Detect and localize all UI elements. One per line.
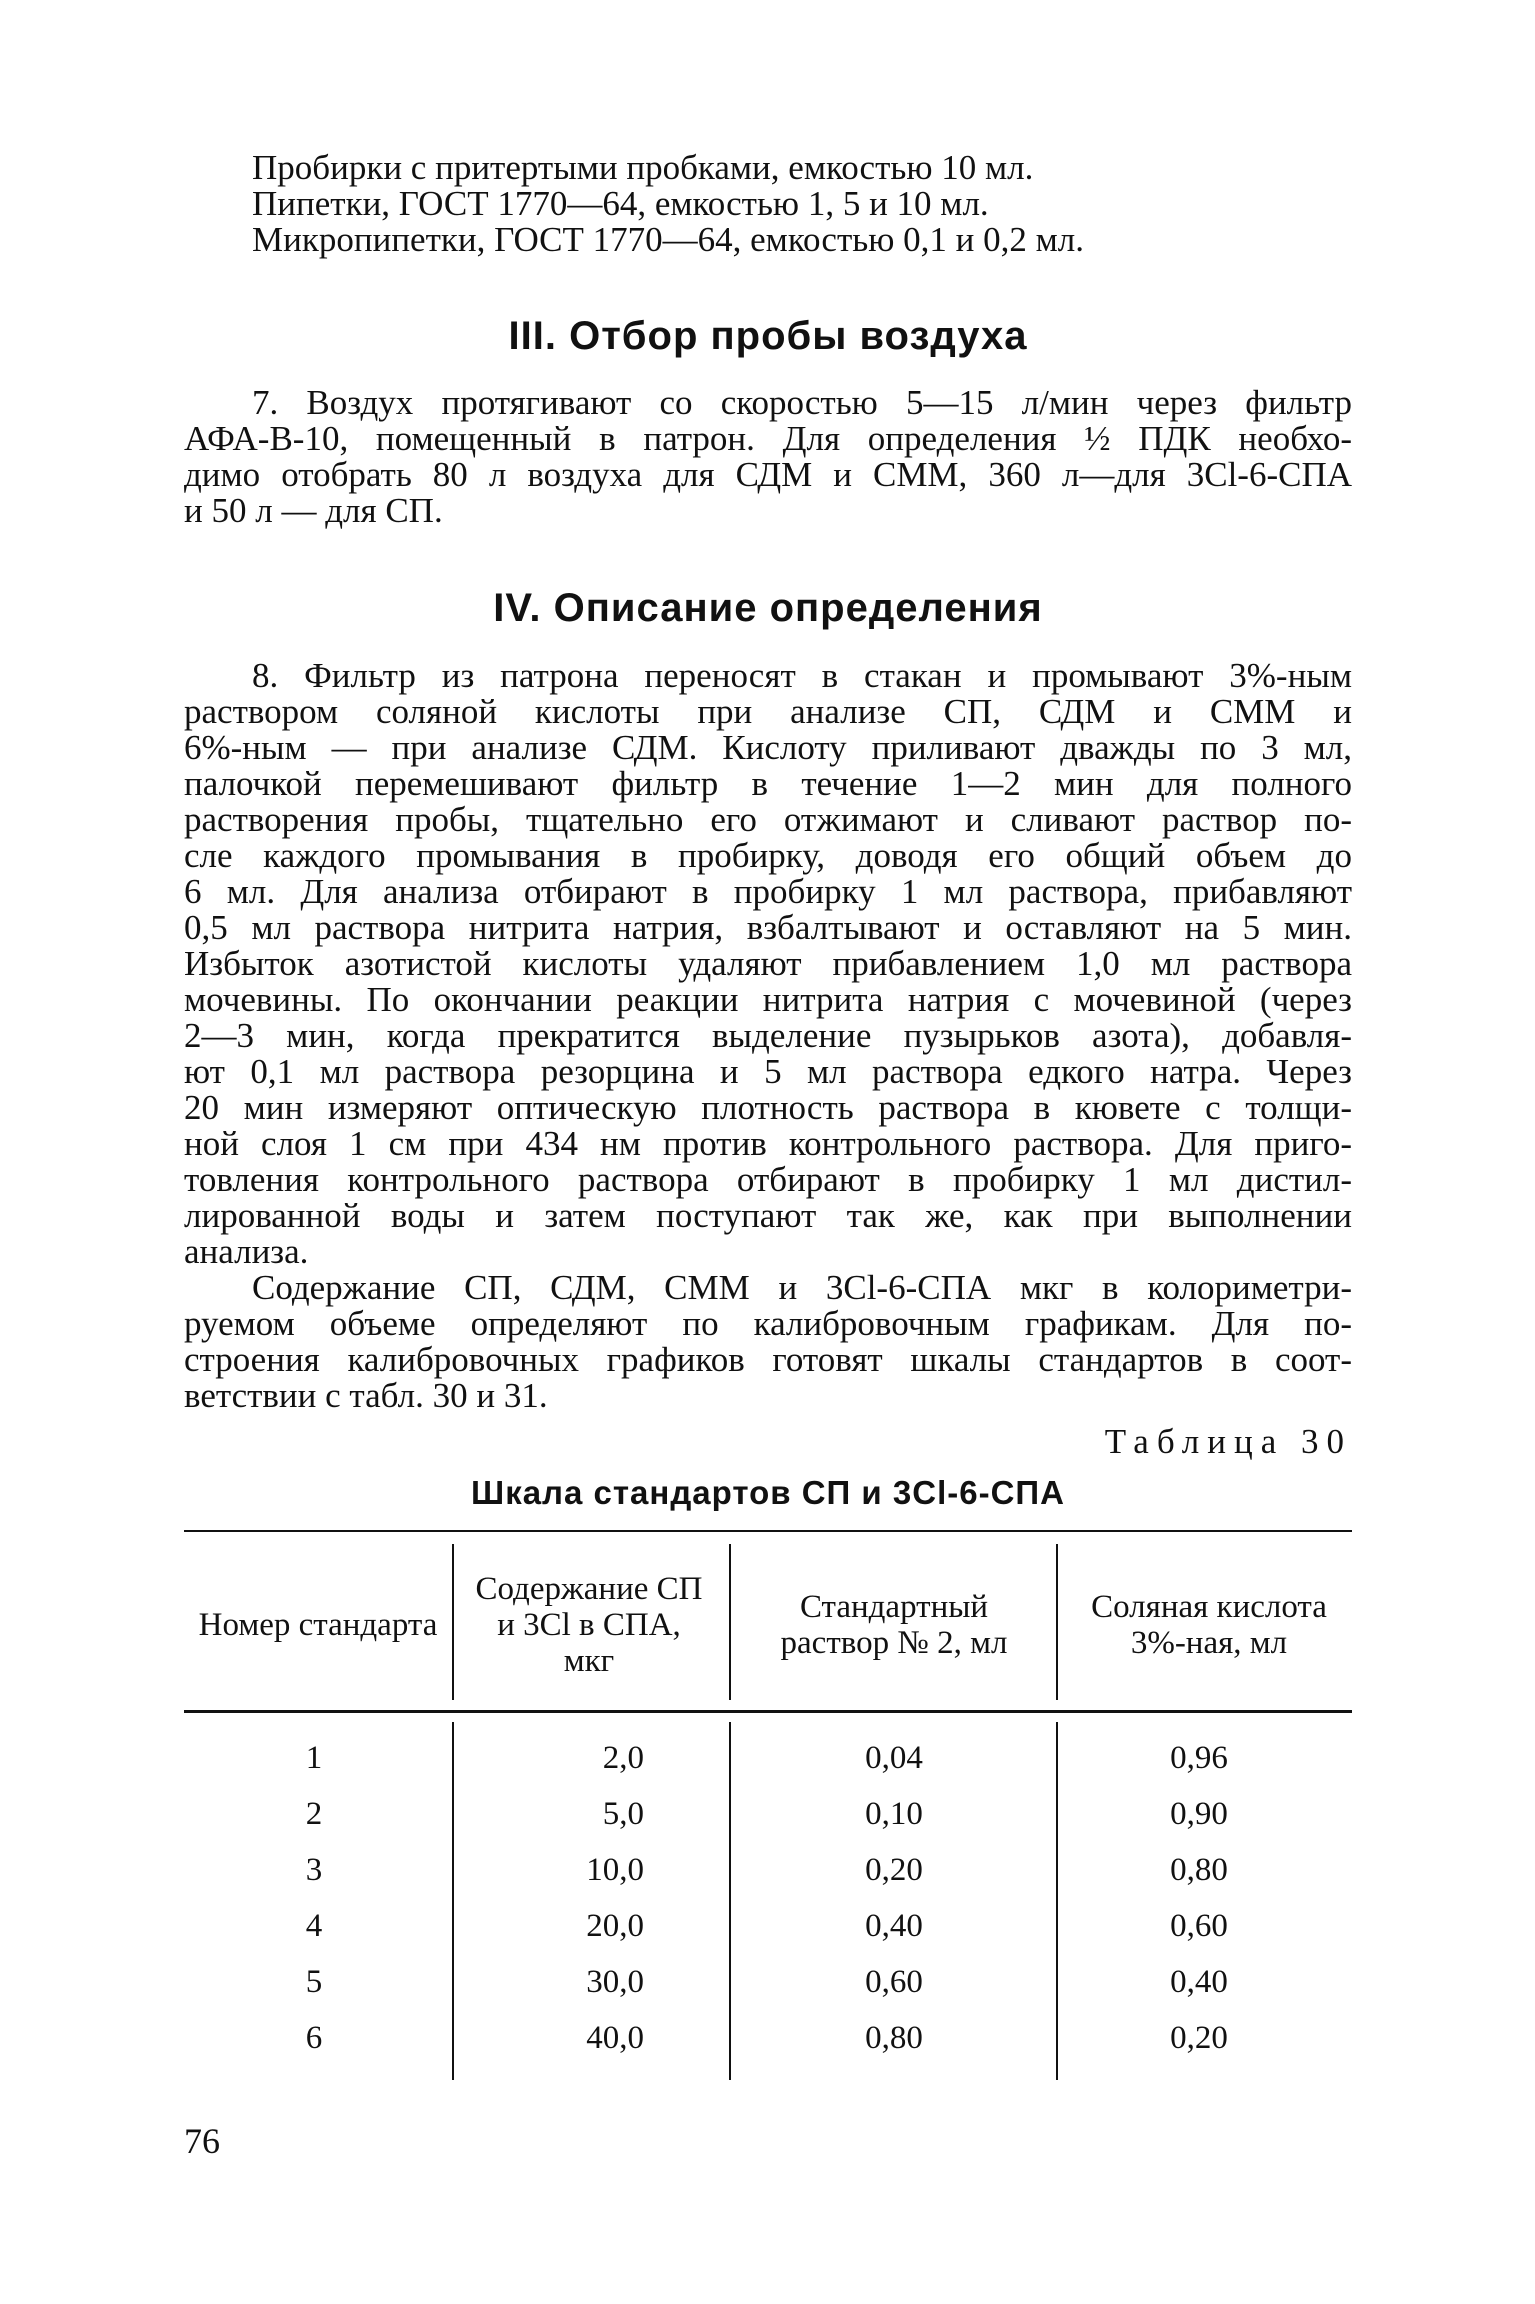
table-cell: 3 [305, 1852, 323, 1888]
table-cell: 6 [305, 2020, 323, 2056]
paragraph-line: анализа. [184, 1232, 309, 1271]
table-cell: 0,10 [865, 1796, 923, 1832]
column-divider [452, 1544, 454, 1700]
paragraph-line: димо отобрать 80 л воздуха для СДМ и СММ, 360 л—для 3Cl-6-СПА [184, 455, 1352, 494]
table-cell: 2,0 [602, 1740, 644, 1776]
header-standard-solution: Стандартный раствор № 2, мл [780, 1589, 1008, 1661]
table-cell: 0,90 [1170, 1796, 1228, 1832]
table-cell: 0,40 [865, 1908, 923, 1944]
paragraph-line: и 50 л — для СП. [184, 491, 443, 530]
table-cell: 4 [305, 1908, 323, 1944]
table-label: Таблица 30 [1104, 1422, 1352, 1461]
table-cell: 0,40 [1170, 1964, 1228, 2000]
paragraph-line: ют 0,1 мл раствора резорцина и 5 мл раствора едкого натра. Через [184, 1052, 1352, 1091]
table-header-rule [184, 1710, 1352, 1713]
table-cell: 0,80 [865, 2020, 923, 2056]
paragraph-line: сле каждого промывания в пробирку, доводя его общий объем до [184, 836, 1352, 875]
intro-line: Пипетки, ГОСТ 1770—64, емкостью 1, 5 и 10 мл. [252, 184, 989, 223]
column-content [544, 1730, 644, 2066]
page-number: 76 [184, 2121, 220, 2161]
column-number [294, 1730, 334, 2066]
table-title: Шкала стандартов СП и 3Cl-6-СПА [471, 1474, 1065, 1511]
paragraph-line: 7. Воздух протягивают со скоростью 5—15 л/мин через фильтр [252, 383, 1352, 422]
paragraph-line: лированной воды и затем поступают так же, как при выполнении [184, 1196, 1352, 1235]
paragraph-line: палочкой перемешивают фильтр в течение 1—2 мин для полного [184, 764, 1352, 803]
table-cell: 0,60 [1170, 1908, 1228, 1944]
standards-table [184, 1530, 1352, 2090]
table-cell: 5 [305, 1964, 323, 2000]
intro-line: Пробирки с притертыми пробками, емкостью 10 мл. [252, 148, 1034, 187]
table-cell: 0,80 [1170, 1852, 1228, 1888]
section-3-heading: III. Отбор пробы воздуха [508, 314, 1028, 358]
paragraph-8 [184, 658, 1352, 1270]
paragraph-line: 6 мл. Для анализа отбирают в пробирку 1 мл раствора, прибавляют [184, 872, 1352, 911]
table-cell: 1 [305, 1740, 323, 1776]
table-cell: 0,20 [1170, 2020, 1228, 2056]
table-cell: 0,20 [865, 1852, 923, 1888]
table-cell: 10,0 [586, 1852, 644, 1888]
paragraph-line: 6%-ным — при анализе СДМ. Кислоту приливают дважды по 3 мл, [184, 728, 1352, 767]
paragraph-line: Содержание СП, СДМ, СММ и 3Cl-6-СПА мкг в колориметри- [252, 1268, 1352, 1307]
intro-line: Микропипетки, ГОСТ 1770—64, емкостью 0,1 и 0,2 мл. [252, 220, 1084, 259]
column-standard-solution [839, 1730, 949, 2066]
paragraph-line: ной слоя 1 см при 434 нм против контрольного раствора. Для приго- [184, 1124, 1352, 1163]
paragraph-line: 0,5 мл раствора нитрита натрия, взбалтывают и оставляют на 5 мин. [184, 908, 1352, 947]
paragraph-line: мочевины. По окончании реакции нитрита натрия с мочевиной (через [184, 980, 1352, 1019]
table-cell: 5,0 [602, 1796, 644, 1832]
column-divider [729, 1722, 731, 2080]
paragraph-line: строения калибровочных графиков готовят шкалы стандартов в соот- [184, 1340, 1352, 1379]
paragraph-9 [184, 1270, 1352, 1414]
column-divider [452, 1722, 454, 2080]
column-divider [729, 1544, 731, 1700]
intro-list [184, 150, 1352, 258]
column-divider [1056, 1722, 1058, 2080]
section-4-heading: IV. Описание определения [493, 586, 1043, 630]
paragraph-line: Избыток азотистой кислоты удаляют прибавлением 1,0 мл раствора [184, 944, 1352, 983]
column-divider [1056, 1544, 1058, 1700]
paragraph-line: 8. Фильтр из патрона переносят в стакан и промывают 3%-ным [252, 656, 1352, 695]
paragraph-line: раствором соляной кислоты при анализе СП, СДМ и СММ и [184, 692, 1352, 731]
table-cell: 20,0 [586, 1908, 644, 1944]
paragraph-line: ветствии с табл. 30 и 31. [184, 1376, 548, 1415]
header-hydrochloric-acid: Соляная кислота 3%-ная, мл [1091, 1589, 1327, 1661]
table-cell: 40,0 [586, 2020, 644, 2056]
paragraph-line: 2—3 мин, когда прекратится выделение пузырьков азота), добавля- [184, 1016, 1352, 1055]
table-cell: 30,0 [586, 1964, 644, 2000]
header-content: Содержание СП и 3Cl в СПА, мкг [475, 1571, 703, 1679]
paragraph-line: 20 мин измеряют оптическую плотность раствора в кювете с толщи- [184, 1088, 1352, 1127]
table-cell: 0,96 [1170, 1740, 1228, 1776]
table-cell: 2 [305, 1796, 323, 1832]
table-top-rule [184, 1530, 1352, 1532]
column-hydrochloric-acid [1144, 1730, 1254, 2066]
paragraph-line: товления контрольного раствора отбирают в пробирку 1 мл дистил- [184, 1160, 1352, 1199]
header-number: Номер стандарта [198, 1607, 438, 1643]
paragraph-line: руемом объеме определяют по калибровочным графикам. Для по- [184, 1304, 1352, 1343]
table-cell: 0,04 [865, 1740, 923, 1776]
paragraph-line: АФА-В-10, помещенный в патрон. Для определения ½ ПДК необхо- [184, 419, 1352, 458]
section-3-paragraph [184, 385, 1352, 529]
table-cell: 0,60 [865, 1964, 923, 2000]
paragraph-line: растворения пробы, тщательно его отжимают и сливают раствор по- [184, 800, 1352, 839]
